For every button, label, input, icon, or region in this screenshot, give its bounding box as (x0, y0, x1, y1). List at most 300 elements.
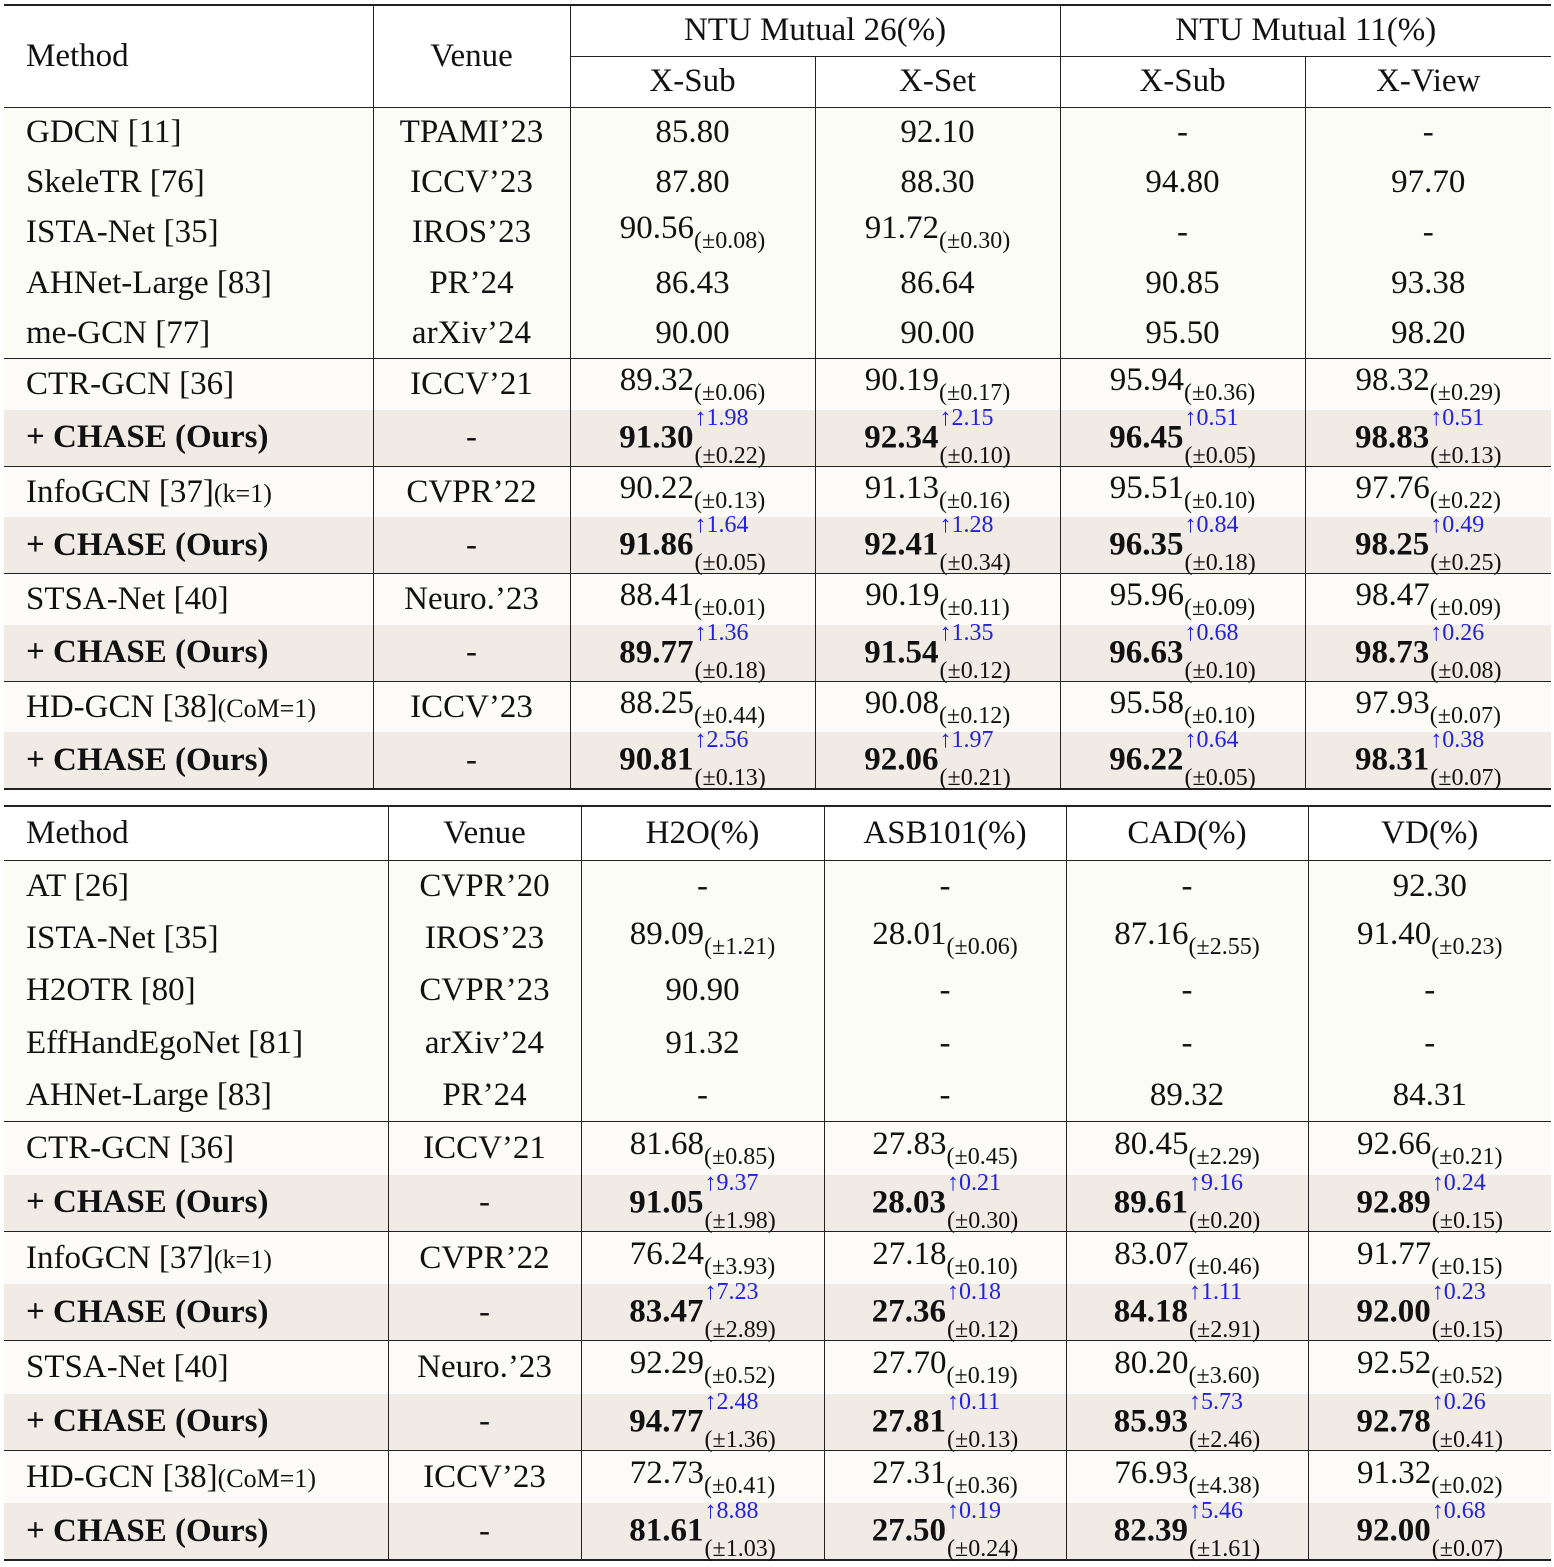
value-cell (815, 512, 1060, 577)
improvement-delta: ↑0.64 (1184, 727, 1239, 754)
value: 92.29 (629, 1345, 705, 1382)
std-dev: (±0.52) (1431, 1363, 1503, 1390)
value-cell (1305, 359, 1551, 410)
std-dev: (±0.08) (694, 228, 766, 255)
value-cell (570, 404, 815, 469)
std-dev: (±0.05) (1184, 765, 1256, 792)
value: 90.00 (900, 315, 975, 351)
value-cell (1066, 912, 1308, 964)
method-cell (4, 359, 373, 410)
value-cell (815, 157, 1060, 207)
std-dev: (±0.12) (947, 1317, 1019, 1344)
method-name: + CHASE (Ours) (26, 1403, 269, 1440)
value-cell (570, 107, 815, 157)
value-cell (570, 574, 815, 625)
col-header: CAD(%) (1066, 806, 1308, 860)
value-cell (815, 404, 1060, 469)
value: - (939, 1024, 951, 1061)
value: 91.32 (665, 1024, 740, 1061)
baseline-row (4, 1450, 1551, 1503)
improvement-block (704, 1279, 776, 1344)
venue-header: Venue (373, 5, 570, 107)
method-cell (4, 1017, 388, 1069)
value-cell (1066, 1341, 1308, 1394)
value-cell (1308, 1498, 1551, 1563)
value: 86.43 (655, 264, 730, 301)
std-dev: (±0.16) (939, 487, 1011, 514)
value-cell (570, 157, 815, 207)
value-cell (815, 619, 1060, 684)
method-name: + CHASE (Ours) (26, 1184, 269, 1221)
venue-cell: - (388, 1503, 581, 1560)
value: 94.80 (1145, 164, 1220, 201)
value: 97.76 (1355, 469, 1430, 506)
value-cell (815, 574, 1060, 625)
h2o-asb-cad-vd-results-table (4, 805, 1551, 1561)
method-name: + CHASE (Ours) (26, 419, 269, 456)
value: 88.30 (900, 164, 975, 201)
value: 27.83 (872, 1126, 947, 1163)
method-cell (4, 517, 373, 574)
method-cell (4, 107, 373, 157)
value-cell (1305, 574, 1551, 625)
improvement-block (1189, 1279, 1261, 1344)
value-cell (1305, 681, 1551, 732)
std-dev: (±0.07) (1431, 1536, 1503, 1563)
value: 90.00 (655, 315, 730, 351)
value-cell (815, 208, 1060, 258)
improvement-block (1430, 512, 1502, 577)
std-dev: (±1.36) (704, 1426, 776, 1453)
value-cell (581, 965, 824, 1017)
value-cell (581, 1450, 824, 1503)
method-cell (4, 208, 373, 258)
method-cell (4, 732, 373, 789)
venue-cell: TPAMI’23 (373, 107, 570, 157)
value-cell (581, 1169, 824, 1234)
value-cell (581, 1498, 824, 1563)
value: 87.80 (655, 164, 730, 201)
baseline-row (4, 359, 1551, 410)
value: 90.22 (619, 469, 695, 506)
value-cell (824, 1017, 1066, 1069)
value-cell (1308, 1388, 1551, 1453)
method-name: AT [26] (26, 867, 129, 904)
value: 95.96 (1109, 577, 1185, 614)
value: 28.01 (872, 916, 947, 953)
value: 27.31 (872, 1454, 947, 1491)
value: 95.50 (1145, 315, 1220, 351)
value: - (1181, 867, 1193, 904)
method-cell (4, 466, 373, 517)
value-cell (1066, 1231, 1308, 1284)
improvement-delta: ↑5.73 (1189, 1388, 1244, 1415)
std-dev: (±0.13) (947, 1426, 1019, 1453)
value-cell (570, 309, 815, 359)
improvement-delta: ↑0.84 (1184, 512, 1239, 539)
ours-row (4, 410, 1551, 467)
value-cell (1066, 1122, 1308, 1175)
improvement-block (939, 619, 1011, 684)
value-cell (1305, 727, 1551, 792)
method-config: (CoM=1) (217, 1463, 317, 1493)
value: 89.32 (619, 362, 695, 399)
improvement-block (694, 512, 766, 577)
value-cell (1060, 208, 1305, 258)
method-name: EffHandEgoNet [81] (26, 1024, 304, 1061)
method-cell (4, 258, 373, 308)
value: 81.61 (629, 1512, 704, 1549)
value-cell (570, 258, 815, 308)
improvement-block (1431, 1388, 1503, 1453)
value: 98.73 (1355, 634, 1430, 671)
prior-method-row (4, 912, 1551, 964)
improvement-delta: ↑9.16 (1189, 1169, 1244, 1196)
value: 76.24 (629, 1235, 705, 1272)
std-dev: (±0.02) (1431, 1472, 1503, 1499)
col-header: ASB101(%) (824, 806, 1066, 860)
std-dev: (±0.13) (694, 765, 766, 792)
method-cell (4, 309, 373, 359)
value-cell (824, 1388, 1066, 1453)
method-cell (4, 157, 373, 207)
value-cell (581, 912, 824, 964)
value-cell (815, 309, 1060, 359)
improvement-delta: ↑2.56 (694, 727, 749, 754)
value-cell (1066, 1388, 1308, 1453)
method-name: H2OTR [80] (26, 972, 196, 1009)
std-dev: (±1.61) (1189, 1536, 1261, 1563)
method-name: + CHASE (Ours) (26, 526, 269, 563)
method-header: Method (4, 806, 388, 860)
value: 81.68 (629, 1126, 705, 1163)
improvement-delta: ↑0.21 (947, 1169, 1002, 1196)
improvement-delta: ↑0.19 (947, 1498, 1002, 1525)
improvement-delta: ↑9.37 (704, 1169, 759, 1196)
value: 83.47 (629, 1293, 704, 1330)
value: 91.40 (1357, 916, 1432, 953)
improvement-block (1184, 619, 1256, 684)
improvement-delta: ↑1.98 (694, 404, 749, 431)
method-config: (CoM=1) (217, 693, 317, 723)
value-cell (824, 1279, 1066, 1344)
venue-cell: arXiv’24 (373, 309, 570, 359)
value: 82.39 (1113, 1512, 1189, 1549)
value-cell (581, 1070, 824, 1122)
value: 84.31 (1392, 1077, 1467, 1113)
venue-cell: ICCV’21 (373, 359, 570, 410)
method-name: STSA-Net [40] (26, 1349, 229, 1386)
ours-row (4, 1394, 1551, 1451)
value-cell (1308, 1122, 1551, 1175)
value: 98.83 (1355, 419, 1430, 456)
value: 91.86 (619, 526, 694, 563)
std-dev: (±0.09) (1429, 595, 1501, 622)
std-dev: (±0.36) (946, 1472, 1018, 1499)
col-header: X-View (1305, 56, 1551, 107)
std-dev: (±0.11) (939, 595, 1010, 622)
baseline-row (4, 681, 1551, 732)
method-header: Method (4, 5, 373, 107)
std-dev: (±0.01) (694, 595, 766, 622)
value: 72.73 (629, 1454, 705, 1491)
value: 92.66 (1357, 1126, 1432, 1163)
value-cell (1066, 1498, 1308, 1563)
venue-cell: CVPR’23 (388, 965, 581, 1017)
value: 92.30 (1392, 867, 1467, 904)
value: - (1177, 113, 1188, 150)
method-name: STSA-Net [40] (26, 581, 229, 618)
std-dev: (±0.12) (939, 702, 1011, 729)
std-dev: (±1.03) (704, 1536, 776, 1563)
improvement-block (704, 1169, 776, 1234)
value: 92.00 (1356, 1293, 1431, 1330)
value-cell (824, 1231, 1066, 1284)
std-dev: (±0.07) (1430, 765, 1502, 792)
value-cell (815, 359, 1060, 410)
method-cell (4, 625, 373, 682)
value: 27.18 (872, 1235, 947, 1272)
improvement-block (1431, 1169, 1503, 1234)
value: 94.77 (629, 1403, 704, 1440)
value: 84.18 (1113, 1293, 1189, 1330)
value: 89.77 (619, 634, 694, 671)
venue-cell: IROS’23 (388, 912, 581, 964)
value-cell (1066, 1169, 1308, 1234)
value-cell (1060, 359, 1305, 410)
std-dev: (±0.24) (947, 1536, 1019, 1563)
value-cell (1308, 1450, 1551, 1503)
std-dev: (±0.09) (1184, 595, 1256, 622)
value-cell (1305, 157, 1551, 207)
venue-cell: ICCV’23 (388, 1450, 581, 1503)
value-cell (1305, 466, 1551, 517)
improvement-block (947, 1279, 1019, 1344)
value: 91.77 (1357, 1235, 1432, 1272)
std-dev: (±2.46) (1189, 1426, 1261, 1453)
method-cell (4, 860, 388, 912)
improvement-block (1431, 1498, 1503, 1563)
value: 27.81 (871, 1403, 947, 1440)
value-cell (815, 727, 1060, 792)
value: - (939, 1077, 951, 1113)
value-cell (1060, 309, 1305, 359)
value: - (1422, 214, 1434, 251)
std-dev: (±0.30) (939, 228, 1011, 255)
improvement-delta: ↑2.15 (939, 404, 994, 431)
value: 91.54 (864, 634, 939, 671)
improvement-delta: ↑0.51 (1430, 404, 1485, 431)
value: 89.32 (1149, 1077, 1225, 1113)
value: 88.25 (619, 684, 695, 721)
improvement-block (1189, 1169, 1261, 1234)
improvement-block (939, 512, 1011, 577)
std-dev: (±0.05) (1184, 442, 1256, 469)
ours-row (4, 1503, 1551, 1560)
method-config: (k=1) (213, 478, 272, 508)
method-name: CTR-GCN [36] (26, 1130, 235, 1167)
value-cell (1308, 1231, 1551, 1284)
value: 98.31 (1355, 741, 1430, 778)
value-cell (1066, 1279, 1308, 1344)
improvement-delta: ↑1.36 (694, 619, 749, 646)
value-cell (570, 727, 815, 792)
value-cell (581, 1279, 824, 1344)
std-dev: (±0.06) (694, 380, 766, 407)
value-cell (1060, 512, 1305, 577)
value-cell (1308, 912, 1551, 964)
method-name: AHNet-Large [83] (26, 1077, 272, 1113)
method-name: + CHASE (Ours) (26, 634, 269, 671)
value: 98.25 (1355, 526, 1430, 563)
value-cell (570, 512, 815, 577)
improvement-block (1431, 1279, 1503, 1344)
value-cell (1060, 404, 1305, 469)
baseline-row (4, 574, 1551, 625)
improvement-block (704, 1498, 776, 1563)
value: 92.00 (1356, 1512, 1431, 1549)
value: 97.93 (1355, 684, 1430, 721)
value: 27.50 (871, 1512, 947, 1549)
value-cell (824, 1450, 1066, 1503)
method-cell (4, 1070, 388, 1122)
value-cell (1305, 619, 1551, 684)
method-cell (4, 1394, 388, 1451)
value: - (939, 972, 951, 1009)
value-cell (824, 860, 1066, 912)
value-cell (570, 208, 815, 258)
venue-cell: ICCV’21 (388, 1122, 581, 1175)
value: - (1181, 1024, 1193, 1061)
value: 92.52 (1357, 1345, 1432, 1382)
method-name: SkeleTR [76] (26, 164, 205, 201)
prior-method-row (4, 157, 1551, 207)
improvement-delta: ↑0.26 (1431, 1388, 1486, 1415)
method-name: GDCN [11] (26, 113, 182, 150)
col-header: X-Set (815, 56, 1060, 107)
value: 90.90 (665, 972, 740, 1009)
value: 90.56 (619, 210, 695, 247)
std-dev: (±0.06) (946, 934, 1018, 961)
method-cell (4, 1175, 388, 1232)
std-dev: (±0.21) (1431, 1144, 1503, 1171)
std-dev: (±0.29) (1429, 380, 1501, 407)
venue-cell: arXiv’24 (388, 1017, 581, 1069)
std-dev: (±0.30) (947, 1207, 1019, 1234)
col-header: X-Sub (1060, 56, 1305, 107)
std-dev: (±0.34) (939, 550, 1011, 577)
std-dev: (±3.93) (704, 1253, 776, 1280)
improvement-delta: ↑5.46 (1189, 1498, 1244, 1525)
value-cell (1060, 727, 1305, 792)
value: 91.72 (864, 210, 940, 247)
ntu-mutual-26-header: NTU Mutual 26(%) (570, 5, 1060, 56)
method-name: InfoGCN [37] (26, 473, 214, 510)
value-cell (824, 1498, 1066, 1563)
improvement-block (947, 1169, 1019, 1234)
value-cell (815, 681, 1060, 732)
venue-cell: - (373, 732, 570, 789)
method-cell (4, 1503, 388, 1560)
value-cell (815, 107, 1060, 157)
std-dev: (±0.41) (704, 1472, 776, 1499)
method-cell (4, 410, 373, 467)
method-name: AHNet-Large [83] (26, 264, 272, 301)
improvement-delta: ↑8.88 (704, 1498, 759, 1525)
venue-cell: - (388, 1175, 581, 1232)
venue-cell: CVPR’20 (388, 860, 581, 912)
value-cell (581, 1122, 824, 1175)
venue-cell: - (373, 517, 570, 574)
value-cell (1060, 466, 1305, 517)
venue-cell: IROS’23 (373, 208, 570, 258)
std-dev: (±2.29) (1188, 1144, 1260, 1171)
venue-cell: CVPR’22 (373, 466, 570, 517)
value-cell (1060, 157, 1305, 207)
prior-method-row (4, 309, 1551, 359)
improvement-delta: ↑0.26 (1430, 619, 1485, 646)
value: 87.16 (1114, 916, 1189, 953)
method-cell (4, 681, 373, 732)
value: - (1424, 1024, 1436, 1061)
value: 98.32 (1355, 362, 1430, 399)
value: 91.05 (629, 1184, 704, 1221)
improvement-block (947, 1388, 1019, 1453)
improvement-block (1184, 404, 1256, 469)
improvement-delta: ↑2.48 (704, 1388, 759, 1415)
prior-method-row (4, 1017, 1551, 1069)
std-dev: (±0.12) (939, 657, 1011, 684)
value: 92.89 (1356, 1184, 1431, 1221)
value-cell (1308, 965, 1551, 1017)
value-cell (1066, 1070, 1308, 1122)
value: 90.81 (619, 741, 694, 778)
method-config: (k=1) (213, 1244, 272, 1274)
std-dev: (±0.19) (946, 1363, 1018, 1390)
std-dev: (±0.10) (1184, 487, 1256, 514)
std-dev: (±2.55) (1188, 934, 1260, 961)
std-dev: (±0.22) (694, 442, 766, 469)
std-dev: (±0.36) (1184, 380, 1256, 407)
value-cell (1066, 1450, 1308, 1503)
method-name: me-GCN [77] (26, 315, 211, 351)
improvement-block (1184, 727, 1256, 792)
std-dev: (±0.17) (939, 380, 1011, 407)
value-cell (1060, 107, 1305, 157)
value: 85.80 (655, 113, 730, 150)
value: 92.78 (1356, 1403, 1431, 1440)
venue-cell: PR’24 (388, 1070, 581, 1122)
value: - (1424, 972, 1436, 1009)
prior-method-row (4, 860, 1551, 912)
venue-cell: ICCV’23 (373, 681, 570, 732)
method-name: + CHASE (Ours) (26, 1512, 269, 1549)
std-dev: (±0.20) (1189, 1207, 1261, 1234)
value: 95.94 (1109, 362, 1185, 399)
value: 95.51 (1109, 469, 1185, 506)
std-dev: (±1.21) (704, 934, 776, 961)
value-cell (1060, 258, 1305, 308)
std-dev: (±0.45) (946, 1144, 1018, 1171)
value: 27.70 (872, 1345, 947, 1382)
value: 91.13 (864, 469, 940, 506)
std-dev: (±0.23) (1431, 934, 1503, 961)
value: 96.63 (1109, 634, 1184, 671)
ours-row (4, 732, 1551, 789)
improvement-delta: ↑0.11 (947, 1388, 1001, 1415)
value: 91.30 (619, 419, 694, 456)
value: 96.45 (1109, 419, 1184, 456)
